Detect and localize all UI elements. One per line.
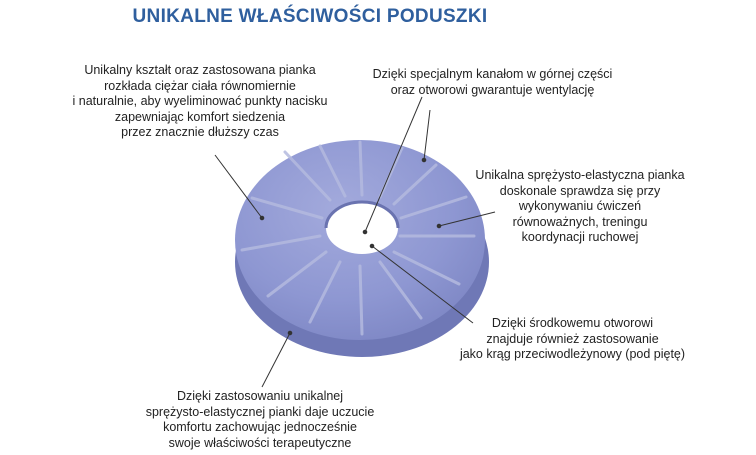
callout-shape: Unikalny kształt oraz zastosowana pianka rozkłada ciężar ciała równomiernie i naturalnie, aby wyeliminować punkty nacisku zapewniając komfort siedzenia przez znacznie dłuższy czas bbox=[72, 63, 328, 139]
callout-foam: Dzięki zastosowaniu unikalnej sprężysto-elastycznej pianki daje uczucie komfortu zachowując jednocześnie swoje właściwości terapeutyczne bbox=[145, 389, 375, 450]
callout-hole: Dzięki środkowemu otworowi znajduje również zastosowanie jako krąg przeciwodleżynowy (pod piętę) bbox=[459, 316, 686, 361]
page-title: UNIKALNE WŁAŚCIWOŚCI PODUSZKI bbox=[132, 6, 488, 27]
callout-exercise: Unikalna sprężysto-elastyczna pianka doskonale sprawdza się przy wykonywaniu ćwiczeń równoważnych, treningu koordynacji ruchowej bbox=[475, 168, 685, 244]
callout-ventilation: Dzięki specjalnym kanałom w górnej części oraz otworowi gwarantuje wentylację bbox=[372, 67, 613, 97]
